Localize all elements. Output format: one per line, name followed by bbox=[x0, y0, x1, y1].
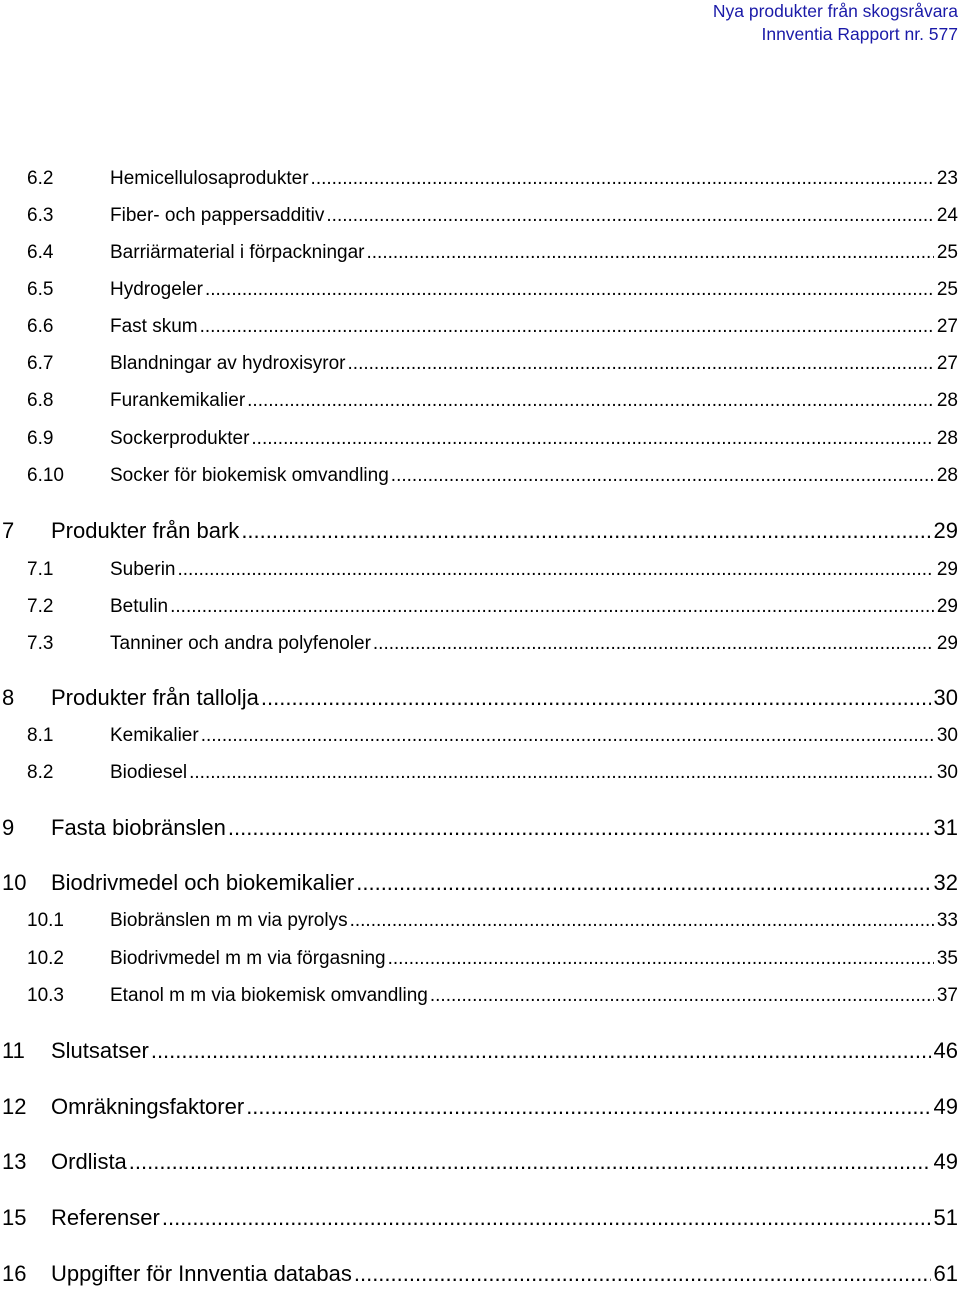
toc-dot-leader bbox=[129, 1149, 931, 1175]
toc-entry-title: Betulin bbox=[110, 596, 169, 617]
toc-entry-page-number: 29 bbox=[936, 596, 958, 617]
toc-entry-number: 6.10 bbox=[27, 465, 64, 486]
toc-entry-title: Socker för biokemisk omvandling bbox=[110, 465, 389, 486]
toc-dot-leader bbox=[151, 1038, 931, 1064]
toc-entry-page-number: 30 bbox=[936, 725, 958, 746]
toc-entry-title: Etanol m m via biokemisk omvandling bbox=[110, 985, 428, 1006]
toc-entry-title: Hydrogeler bbox=[110, 279, 203, 300]
toc-entry-page-number: 49 bbox=[933, 1149, 958, 1174]
toc-entry[interactable] bbox=[0, 762, 958, 784]
header-report-title: Nya produkter från skogsråvara bbox=[712, 1, 958, 21]
toc-entry-page-number: 28 bbox=[936, 465, 958, 486]
toc-dot-leader bbox=[348, 353, 934, 375]
toc-dot-leader bbox=[162, 1205, 931, 1231]
toc-entry-number: 6.2 bbox=[27, 168, 54, 189]
toc-entry-title: Biobränslen m m via pyrolys bbox=[110, 910, 348, 931]
toc-entry-number: 6.5 bbox=[27, 279, 54, 300]
toc-entry[interactable] bbox=[0, 725, 958, 747]
toc-entry[interactable] bbox=[0, 316, 958, 338]
toc-entry-number: 6.7 bbox=[27, 353, 54, 374]
toc-entry-title: Produkter från bark bbox=[51, 518, 240, 543]
toc-entry[interactable] bbox=[0, 518, 958, 544]
toc-entry[interactable] bbox=[0, 242, 958, 264]
toc-entry-number: 15 bbox=[2, 1205, 27, 1230]
toc-entry-page-number: 28 bbox=[936, 428, 958, 449]
toc-entry[interactable] bbox=[0, 168, 958, 190]
toc-entry-page-number: 23 bbox=[936, 168, 958, 189]
toc-entry-page-number: 25 bbox=[936, 242, 958, 263]
toc-entry-title: Hemicellulosaprodukter bbox=[110, 168, 309, 189]
toc-dot-leader bbox=[350, 910, 934, 932]
toc-dot-leader bbox=[251, 428, 933, 450]
toc-entry-number: 7.2 bbox=[27, 596, 54, 617]
toc-entry-title: Fasta biobränslen bbox=[51, 815, 226, 840]
toc-entry[interactable] bbox=[0, 1038, 958, 1064]
toc-entry-title: Suberin bbox=[110, 559, 176, 580]
toc-entry-title: Slutsatser bbox=[51, 1038, 149, 1063]
toc-entry-title: Blandningar av hydroxisyror bbox=[110, 353, 346, 374]
toc-dot-leader bbox=[430, 985, 934, 1007]
toc-entry-number: 7 bbox=[2, 518, 15, 543]
toc-entry-page-number: 32 bbox=[933, 870, 958, 895]
toc-entry-page-number: 29 bbox=[936, 559, 958, 580]
toc-entry-page-number: 31 bbox=[933, 815, 958, 840]
toc-entry-page-number: 27 bbox=[936, 316, 958, 337]
toc-entry-title: Furankemikalier bbox=[110, 390, 246, 411]
toc-entry-number: 11 bbox=[2, 1038, 25, 1063]
toc-entry-page-number: 35 bbox=[936, 948, 958, 969]
toc-entry-title: Biodrivmedel m m via förgasning bbox=[110, 948, 386, 969]
toc-entry-number: 6.6 bbox=[27, 316, 54, 337]
toc-dot-leader bbox=[367, 242, 934, 264]
toc-dot-leader bbox=[261, 685, 931, 711]
toc-dot-leader bbox=[247, 390, 934, 412]
toc-entry-page-number: 25 bbox=[936, 279, 958, 300]
toc-dot-leader bbox=[246, 1094, 930, 1120]
toc-entry-number: 8 bbox=[2, 685, 15, 710]
toc-entry-title: Biodiesel bbox=[110, 762, 188, 783]
toc-entry-title: Fast skum bbox=[110, 316, 198, 337]
toc-entry-title: Fiber- och pappersadditiv bbox=[110, 205, 325, 226]
toc-dot-leader bbox=[170, 596, 934, 618]
toc-dot-leader bbox=[388, 948, 934, 970]
toc-entry[interactable] bbox=[0, 870, 958, 896]
toc-entry-page-number: 51 bbox=[933, 1205, 958, 1230]
toc-dot-leader bbox=[356, 870, 930, 896]
toc-entry-number: 9 bbox=[2, 815, 15, 840]
toc-dot-leader bbox=[205, 279, 934, 301]
toc-entry[interactable] bbox=[0, 428, 958, 450]
toc-dot-leader bbox=[326, 205, 933, 227]
toc-entry-page-number: 27 bbox=[936, 353, 958, 374]
toc-entry-title: Ordlista bbox=[51, 1149, 127, 1174]
toc-entry[interactable] bbox=[0, 596, 958, 618]
toc-dot-leader bbox=[311, 168, 934, 190]
toc-entry-number: 7.1 bbox=[27, 559, 54, 580]
toc-entry-title: Tanniner och andra polyfenoler bbox=[110, 633, 371, 654]
toc-entry-page-number: 37 bbox=[936, 985, 958, 1006]
toc-entry-number: 6.8 bbox=[27, 390, 54, 411]
toc-entry-number: 10.1 bbox=[27, 910, 64, 931]
toc-entry-title: Produkter från tallolja bbox=[51, 685, 259, 710]
toc-entry[interactable] bbox=[0, 985, 958, 1007]
toc-entry-number: 16 bbox=[2, 1261, 27, 1286]
toc-entry[interactable] bbox=[0, 633, 958, 655]
toc-entry[interactable] bbox=[0, 1094, 958, 1120]
toc-entry-title: Omräkningsfaktorer bbox=[51, 1094, 245, 1119]
toc-entry-page-number: 29 bbox=[936, 633, 958, 654]
toc-entry-number: 7.3 bbox=[27, 633, 54, 654]
toc-entry-title: Kemikalier bbox=[110, 725, 199, 746]
toc-entry-page-number: 29 bbox=[933, 518, 958, 543]
toc-entry[interactable] bbox=[0, 910, 958, 932]
toc-entry-page-number: 49 bbox=[933, 1094, 958, 1119]
toc-entry[interactable] bbox=[0, 948, 958, 970]
toc-entry-title: Biodrivmedel och biokemikalier bbox=[51, 870, 355, 895]
toc-entry-number: 10.2 bbox=[27, 948, 64, 969]
toc-entry-number: 10 bbox=[2, 870, 27, 895]
toc-entry-page-number: 30 bbox=[933, 685, 958, 710]
toc-entry[interactable] bbox=[0, 279, 958, 301]
toc-entry[interactable] bbox=[0, 1149, 958, 1175]
toc-entry[interactable] bbox=[0, 353, 958, 375]
toc-dot-leader bbox=[201, 725, 934, 747]
toc-dot-leader bbox=[373, 633, 934, 655]
toc-entry[interactable] bbox=[0, 559, 958, 581]
toc-entry-number: 8.1 bbox=[27, 725, 54, 746]
toc-dot-leader bbox=[228, 815, 931, 841]
toc-entry-title: Sockerprodukter bbox=[110, 428, 250, 449]
toc-entry-page-number: 33 bbox=[936, 910, 958, 931]
toc-entry[interactable] bbox=[0, 390, 958, 412]
toc-entry[interactable] bbox=[0, 205, 958, 227]
toc-entry[interactable] bbox=[0, 685, 958, 711]
toc-entry-number: 12 bbox=[2, 1094, 27, 1119]
toc-dot-leader bbox=[241, 518, 930, 544]
toc-entry-number: 13 bbox=[2, 1149, 27, 1174]
toc-entry-page-number: 30 bbox=[936, 762, 958, 783]
toc-entry[interactable] bbox=[0, 1205, 958, 1231]
toc-entry[interactable] bbox=[0, 465, 958, 487]
toc-dot-leader bbox=[189, 762, 934, 784]
toc-dot-leader bbox=[391, 465, 934, 487]
toc-entry[interactable] bbox=[0, 815, 958, 841]
toc-entry-page-number: 46 bbox=[933, 1038, 958, 1063]
toc-entry-title: Referenser bbox=[51, 1205, 160, 1230]
toc-entry-title: Uppgifter för Innventia databas bbox=[51, 1261, 352, 1286]
toc-entry-number: 8.2 bbox=[27, 762, 54, 783]
toc-entry-page-number: 28 bbox=[936, 390, 958, 411]
toc-entry-number: 10.3 bbox=[27, 985, 64, 1006]
toc-dot-leader bbox=[178, 559, 934, 581]
toc-entry-page-number: 24 bbox=[936, 205, 958, 226]
toc-entry[interactable] bbox=[0, 1261, 958, 1287]
toc-entry-number: 6.3 bbox=[27, 205, 54, 226]
toc-dot-leader bbox=[354, 1261, 931, 1287]
toc-dot-leader bbox=[200, 316, 934, 338]
toc-entry-number: 6.4 bbox=[27, 242, 54, 263]
toc-entry-number: 6.9 bbox=[27, 428, 54, 449]
toc-entry-page-number: 61 bbox=[933, 1261, 958, 1286]
toc-entry-title: Barriärmaterial i förpackningar bbox=[110, 242, 365, 263]
header-report-number: Innventia Rapport nr. 577 bbox=[761, 24, 958, 44]
